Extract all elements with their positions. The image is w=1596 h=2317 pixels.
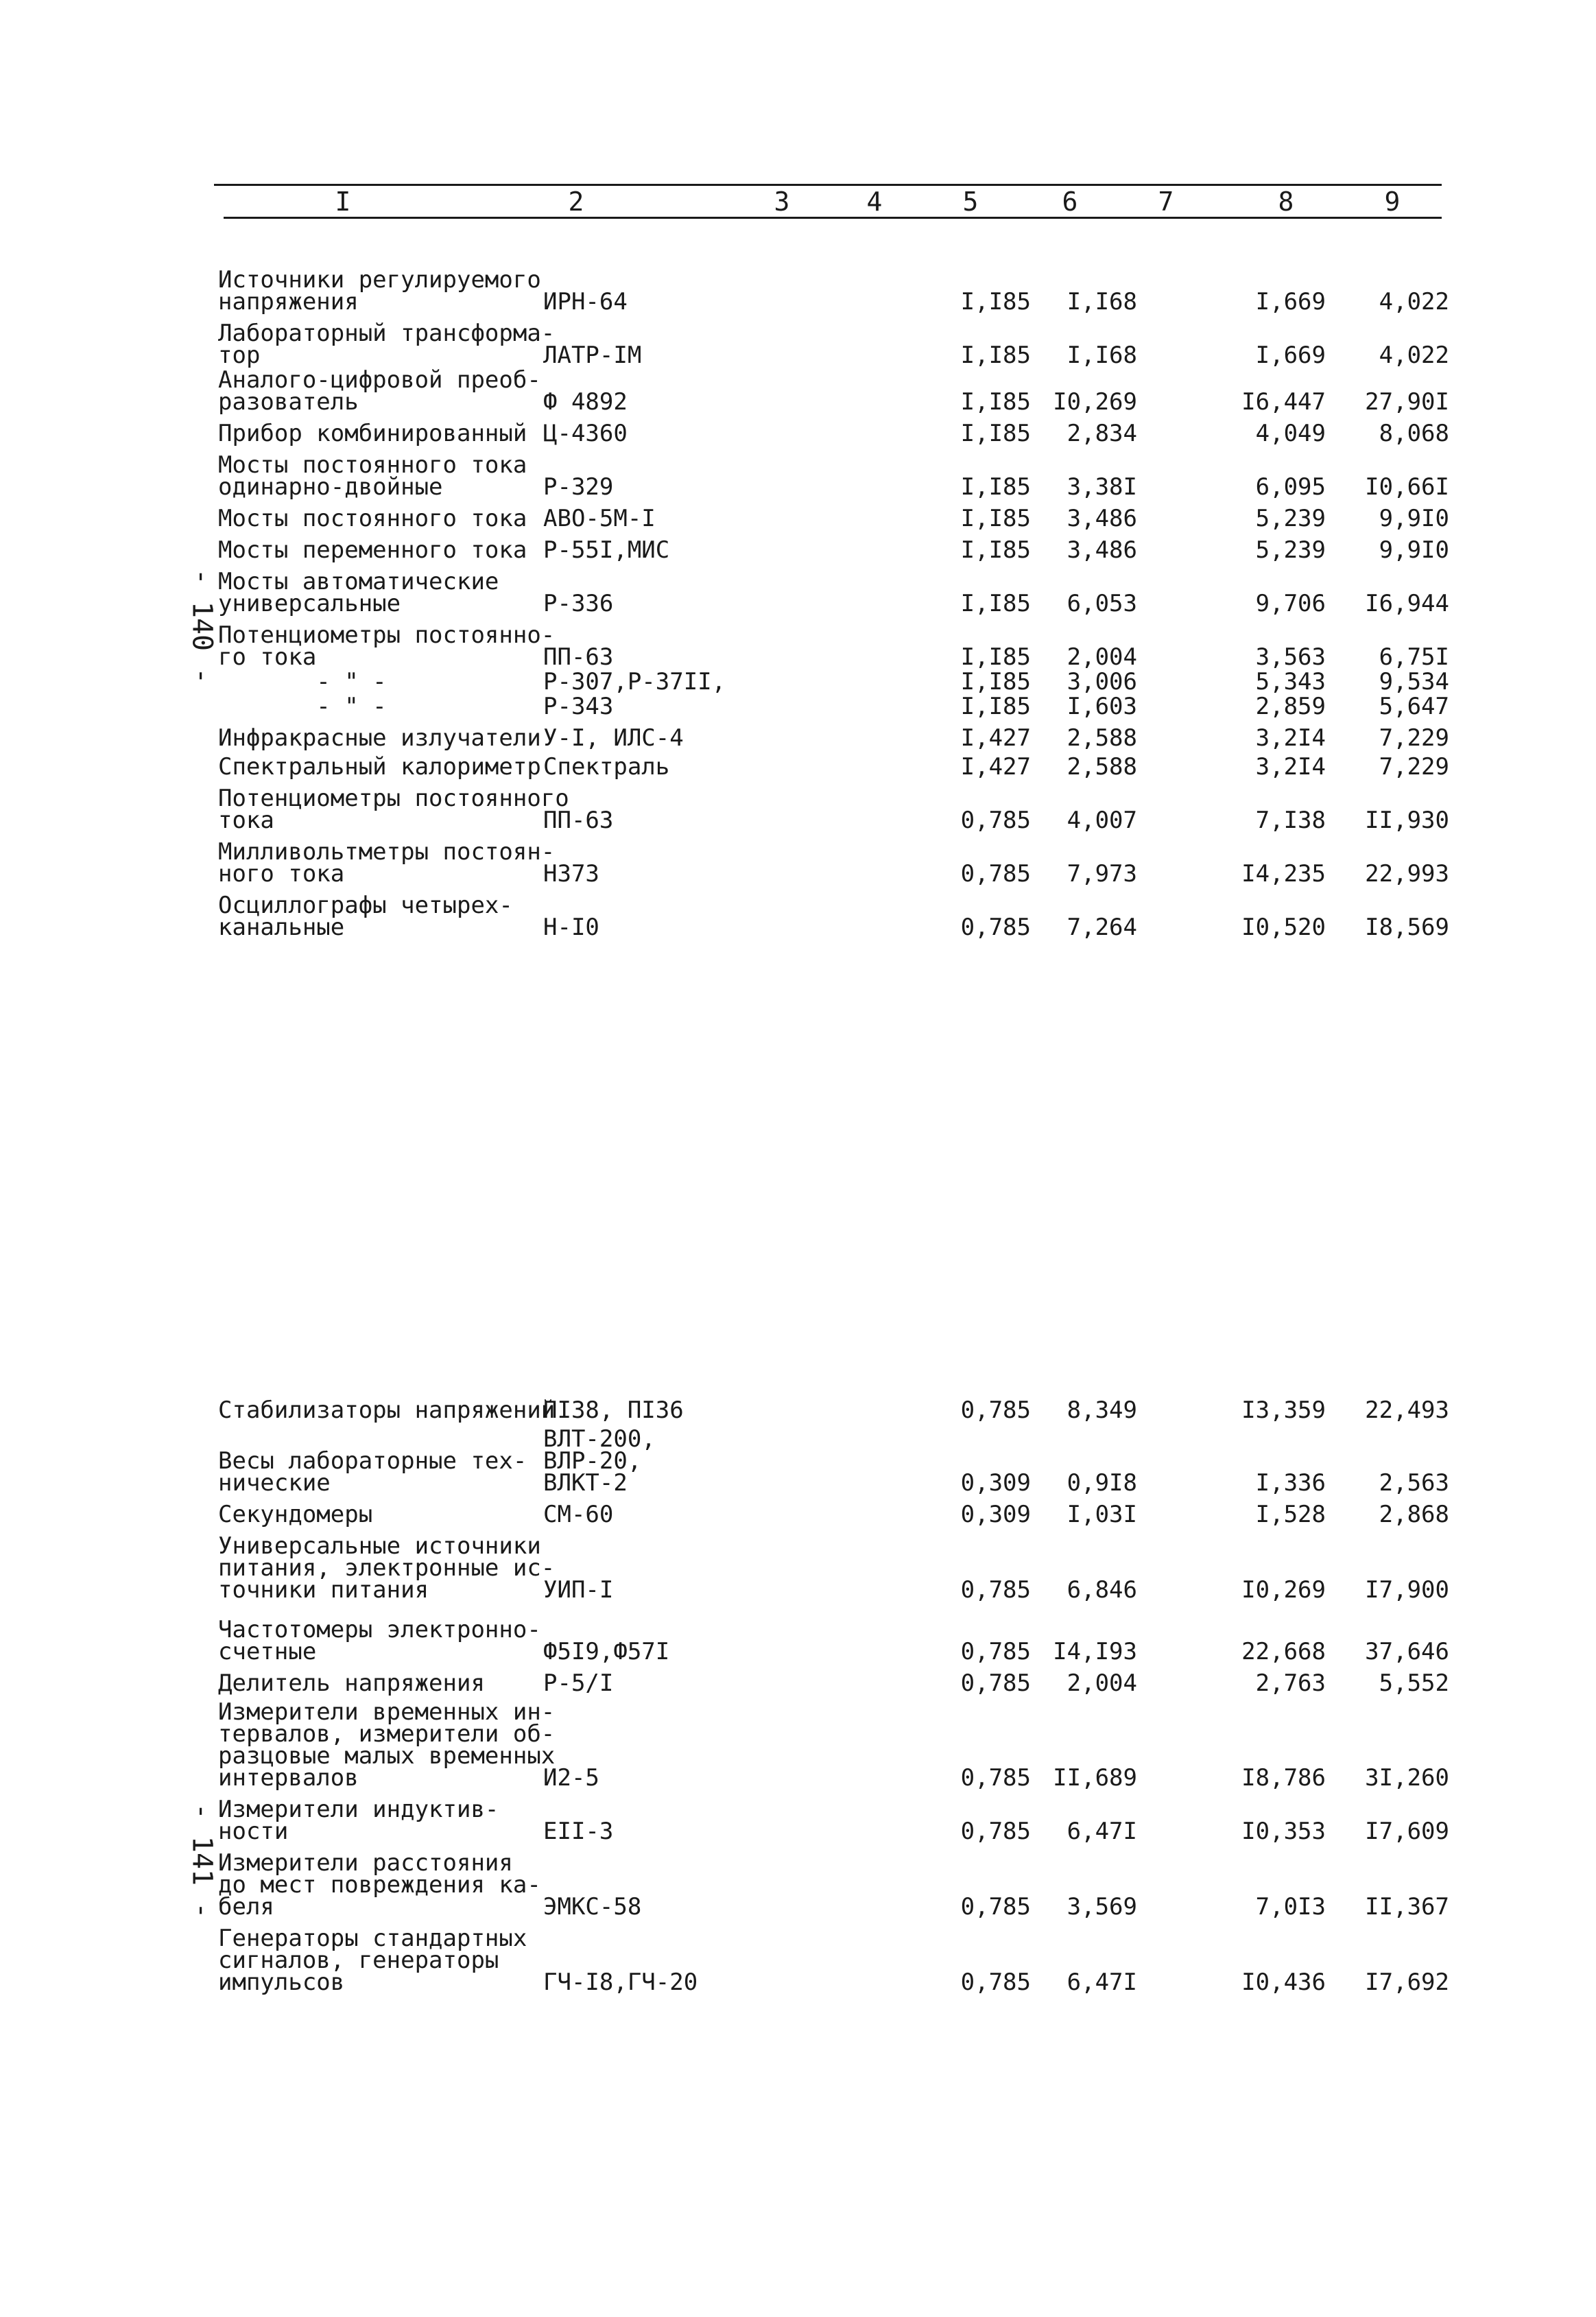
cell-col-9: 5,552	[1379, 1670, 1449, 1697]
cell-col-6: 6,47I	[1067, 1818, 1137, 1845]
cell-col-6: I0,269	[1053, 388, 1137, 416]
cell-col-9: I8,569	[1365, 914, 1449, 941]
table-row	[218, 1698, 1449, 1792]
cell-col-6: 2,588	[1067, 753, 1137, 781]
cell-col-9: 2,868	[1379, 1501, 1449, 1528]
cell-col-8: 5,239	[1255, 505, 1326, 532]
cell-col-5: I,I85	[960, 536, 1031, 564]
cell-col-5: 0,785	[960, 1397, 1031, 1424]
cell-name: Осциллографы четырех- канальные	[218, 892, 513, 941]
cell-name: Стабилизаторы напряжений	[218, 1397, 556, 1424]
cell-col-5: 0,785	[960, 1638, 1031, 1665]
cell-col-8: 2,763	[1255, 1670, 1326, 1697]
cell-col-5: 0,785	[960, 807, 1031, 834]
cell-col-8: 3,2I4	[1255, 724, 1326, 752]
cell-col-5: I,I85	[960, 420, 1031, 447]
cell-col-6: 8,349	[1067, 1397, 1137, 1424]
cell-name: Универсальные источники питания, электронные ис- точники питания	[218, 1532, 556, 1604]
cell-col-8: 9,706	[1255, 590, 1326, 617]
cell-col-6: 3,38I	[1067, 473, 1137, 501]
header-col-4: 4	[866, 187, 883, 217]
cell-col-6: I,603	[1067, 693, 1137, 720]
cell-col-5: 0,785	[960, 1576, 1031, 1604]
cell-col-5: I,I85	[960, 668, 1031, 696]
cell-col-6: 3,006	[1067, 668, 1137, 696]
cell-name: Генераторы стандартных сигналов, генераторы импульсов	[218, 1925, 527, 1996]
cell-col-6: 6,846	[1067, 1576, 1137, 1604]
cell-col-5: 0,785	[960, 1818, 1031, 1845]
cell-type: Р-343	[543, 693, 614, 720]
cell-col-8: 7,0I3	[1255, 1893, 1326, 1921]
cell-col-8: I,336	[1255, 1469, 1326, 1497]
cell-col-6: 2,004	[1067, 1670, 1137, 1697]
cell-col-5: 0,785	[960, 860, 1031, 888]
cell-name: Частотомеры электронно- счетные	[218, 1616, 541, 1665]
table-row	[218, 693, 1449, 720]
cell-col-5: 0,785	[960, 1670, 1031, 1697]
cell-type: СМ-60	[543, 1501, 614, 1528]
cell-type: Р-329	[543, 473, 614, 501]
cell-col-6: 2,588	[1067, 724, 1137, 752]
cell-col-8: 5,343	[1255, 668, 1326, 696]
cell-col-6: 6,47I	[1067, 1969, 1137, 1996]
page-number-lower: - 141 -	[186, 1803, 218, 1919]
cell-col-9: 37,646	[1365, 1638, 1449, 1665]
page-number-upper: - 140 -	[186, 568, 218, 685]
cell-name: Мосты постоянного тока одинарно-двойные	[218, 451, 527, 501]
cell-col-9: 3I,260	[1365, 1764, 1449, 1792]
cell-col-9: I0,66I	[1365, 473, 1449, 501]
cell-col-8: I,669	[1255, 342, 1326, 369]
table-section-bottom	[218, 1397, 1449, 1996]
cell-name: Милливольтметры постоян- ного тока	[218, 838, 556, 888]
table-row	[218, 1925, 1449, 1996]
cell-type: Р-336	[543, 590, 614, 617]
table-row	[218, 1397, 1449, 1424]
cell-col-6: 6,053	[1067, 590, 1137, 617]
cell-col-9: I7,900	[1365, 1576, 1449, 1604]
cell-col-8: 6,095	[1255, 473, 1326, 501]
cell-col-8: 5,239	[1255, 536, 1326, 564]
cell-col-9: I7,609	[1365, 1818, 1449, 1845]
cell-type: ГЧ-I8,ГЧ-20	[543, 1969, 698, 1996]
cell-col-5: I,I85	[960, 505, 1031, 532]
header-col-6: 6	[1062, 187, 1078, 217]
cell-type: ИРН-64	[543, 288, 628, 316]
cell-col-9: 2,563	[1379, 1469, 1449, 1497]
cell-type: Р-5/I	[543, 1670, 614, 1697]
cell-col-5: I,I85	[960, 590, 1031, 617]
cell-name: Мосты постоянного тока	[218, 505, 527, 532]
cell-col-9: 7,229	[1379, 724, 1449, 752]
cell-name: Спектральный калориметр	[218, 753, 541, 781]
cell-col-6: I4,I93	[1053, 1638, 1137, 1665]
cell-name: Источники регулируемого напряжения	[218, 266, 541, 316]
cell-name: Аналого-цифровой преоб- разователь	[218, 366, 541, 416]
cell-col-6: I,I68	[1067, 288, 1137, 316]
cell-col-8: 3,2I4	[1255, 753, 1326, 781]
cell-type: Р-307,Р-37II,	[543, 668, 726, 696]
cell-type: Н373	[543, 860, 599, 888]
cell-col-5: I,I85	[960, 693, 1031, 720]
cell-name: Измерители индуктив- ности	[218, 1796, 499, 1845]
cell-col-5: I,I85	[960, 288, 1031, 316]
table-row	[218, 451, 1449, 501]
cell-col-6: 3,486	[1067, 505, 1137, 532]
header-col-9: 9	[1384, 187, 1401, 217]
cell-name: Инфракрасные излучатели	[218, 724, 541, 752]
header-col-7: 7	[1158, 187, 1174, 217]
cell-col-8: I0,269	[1241, 1576, 1326, 1604]
cell-col-8: I6,447	[1241, 388, 1326, 416]
cell-name: Потенциометры постоянно- го тока	[218, 621, 556, 671]
cell-col-6: 4,007	[1067, 807, 1137, 834]
cell-type: Н-I0	[543, 914, 599, 941]
table-row	[218, 838, 1449, 888]
table-row	[218, 668, 1449, 696]
cell-col-6: II,689	[1053, 1764, 1137, 1792]
cell-col-8: I8,786	[1241, 1764, 1326, 1792]
cell-col-5: 0,785	[960, 914, 1031, 941]
table-row	[218, 1849, 1449, 1921]
cell-col-6: 7,973	[1067, 860, 1137, 888]
cell-col-5: I,427	[960, 753, 1031, 781]
cell-type: Ф5I9,Ф57I	[543, 1638, 670, 1665]
cell-col-9: 4,022	[1379, 288, 1449, 316]
cell-name: Мосты автоматические универсальные	[218, 568, 499, 617]
cell-type: Р-55I,МИС	[543, 536, 670, 564]
cell-col-6: 2,834	[1067, 420, 1137, 447]
table-row	[218, 568, 1449, 617]
cell-col-8: I,669	[1255, 288, 1326, 316]
table-row	[218, 1501, 1449, 1528]
cell-col-5: I,I85	[960, 643, 1031, 671]
cell-col-6: I,03I	[1067, 1501, 1137, 1528]
header-col-2: 2	[568, 187, 584, 217]
cell-name: Секундомеры	[218, 1501, 373, 1528]
cell-type: ПI38, ПI36	[543, 1397, 684, 1424]
cell-col-9: 22,993	[1365, 860, 1449, 888]
cell-col-8: I3,359	[1241, 1397, 1326, 1424]
cell-name: Делитель напряжения	[218, 1670, 485, 1697]
cell-col-5: 0,785	[960, 1893, 1031, 1921]
cell-name: Прибор комбинированный	[218, 420, 527, 447]
cell-col-8: I0,436	[1241, 1969, 1326, 1996]
cell-col-8: 2,859	[1255, 693, 1326, 720]
table-row	[218, 724, 1449, 752]
cell-name: - " -	[218, 693, 387, 720]
header-col-1: I	[335, 187, 351, 217]
cell-col-6: 7,264	[1067, 914, 1137, 941]
cell-col-9: 9,534	[1379, 668, 1449, 696]
table-header	[213, 187, 1440, 221]
cell-col-9: 9,9I0	[1379, 505, 1449, 532]
cell-name: - " -	[218, 668, 387, 696]
cell-col-8: I0,520	[1241, 914, 1326, 941]
table-row	[218, 1616, 1449, 1665]
cell-type: Ф 4892	[543, 388, 628, 416]
cell-type: Ц-4360	[543, 420, 628, 447]
table-row	[218, 320, 1449, 369]
cell-col-8: 22,668	[1241, 1638, 1326, 1665]
cell-col-9: 22,493	[1365, 1397, 1449, 1424]
table-row	[218, 420, 1449, 447]
table-row	[218, 1796, 1449, 1845]
cell-col-9: 27,90I	[1365, 388, 1449, 416]
cell-type: Спектраль	[543, 753, 670, 781]
cell-col-8: I0,353	[1241, 1818, 1326, 1845]
table-row	[218, 505, 1449, 532]
cell-col-9: 4,022	[1379, 342, 1449, 369]
cell-type: ПП-63	[543, 643, 614, 671]
cell-type: ЭМКС-58	[543, 1893, 642, 1921]
cell-col-5: I,427	[960, 724, 1031, 752]
table-row	[218, 892, 1449, 941]
table-section-top	[218, 266, 1449, 941]
cell-type: ВЛТ-200, ВЛР-20, ВЛКТ-2	[543, 1425, 656, 1497]
header-col-5: 5	[962, 187, 979, 217]
cell-name: Потенциометры постоянного тока	[218, 785, 569, 834]
cell-col-8: 4,049	[1255, 420, 1326, 447]
cell-name: Лабораторный трансформа- тор	[218, 320, 556, 369]
header-col-8: 8	[1278, 187, 1294, 217]
cell-col-5: I,I85	[960, 342, 1031, 369]
cell-col-5: 0,785	[960, 1764, 1031, 1792]
cell-col-8: I,528	[1255, 1501, 1326, 1528]
table-row	[218, 785, 1449, 834]
table-row	[218, 266, 1449, 316]
cell-col-8: I4,235	[1241, 860, 1326, 888]
table-row	[218, 366, 1449, 416]
cell-type: ЛАТР-IM	[543, 342, 642, 369]
cell-type: УИП-I	[543, 1576, 614, 1604]
cell-col-9: 9,9I0	[1379, 536, 1449, 564]
cell-col-6: 3,569	[1067, 1893, 1137, 1921]
table-top-rule	[214, 184, 1442, 186]
table-row	[218, 1670, 1449, 1697]
cell-col-5: 0,309	[960, 1501, 1031, 1528]
table-row	[218, 536, 1449, 564]
cell-col-6: 3,486	[1067, 536, 1137, 564]
cell-type: ПП-63	[543, 807, 614, 834]
cell-col-9: II,930	[1365, 807, 1449, 834]
cell-name: Измерители расстояния до мест повреждения ка- беля	[218, 1849, 541, 1921]
cell-col-5: 0,309	[960, 1469, 1031, 1497]
cell-col-9: II,367	[1365, 1893, 1449, 1921]
cell-col-6: I,I68	[1067, 342, 1137, 369]
cell-type: ЕII-3	[543, 1818, 614, 1845]
cell-name: Весы лабораторные тех- нические	[218, 1447, 527, 1497]
cell-type: АВО-5М-I	[543, 505, 656, 532]
cell-col-9: 7,229	[1379, 753, 1449, 781]
table-row	[218, 753, 1449, 781]
cell-col-5: I,I85	[960, 388, 1031, 416]
cell-name: Измерители временных ин- тервалов, измерители об- разцовые малых временных интервалов	[218, 1698, 556, 1792]
cell-col-5: I,I85	[960, 473, 1031, 501]
header-col-3: 3	[774, 187, 790, 217]
table-row	[218, 1425, 1449, 1497]
cell-col-8: 3,563	[1255, 643, 1326, 671]
table-row	[218, 621, 1449, 671]
cell-col-6: 0,9I8	[1067, 1469, 1137, 1497]
cell-col-5: 0,785	[960, 1969, 1031, 1996]
cell-type: У-I, ИЛС-4	[543, 724, 684, 752]
cell-col-9: 5,647	[1379, 693, 1449, 720]
cell-col-9: I6,944	[1365, 590, 1449, 617]
cell-col-9: I7,692	[1365, 1969, 1449, 1996]
cell-col-8: 7,I38	[1255, 807, 1326, 834]
cell-col-9: 8,068	[1379, 420, 1449, 447]
table-row	[218, 1532, 1449, 1604]
cell-col-6: 2,004	[1067, 643, 1137, 671]
cell-name: Мосты переменного тока	[218, 536, 527, 564]
cell-col-9: 6,75I	[1379, 643, 1449, 671]
cell-type: И2-5	[543, 1764, 599, 1792]
